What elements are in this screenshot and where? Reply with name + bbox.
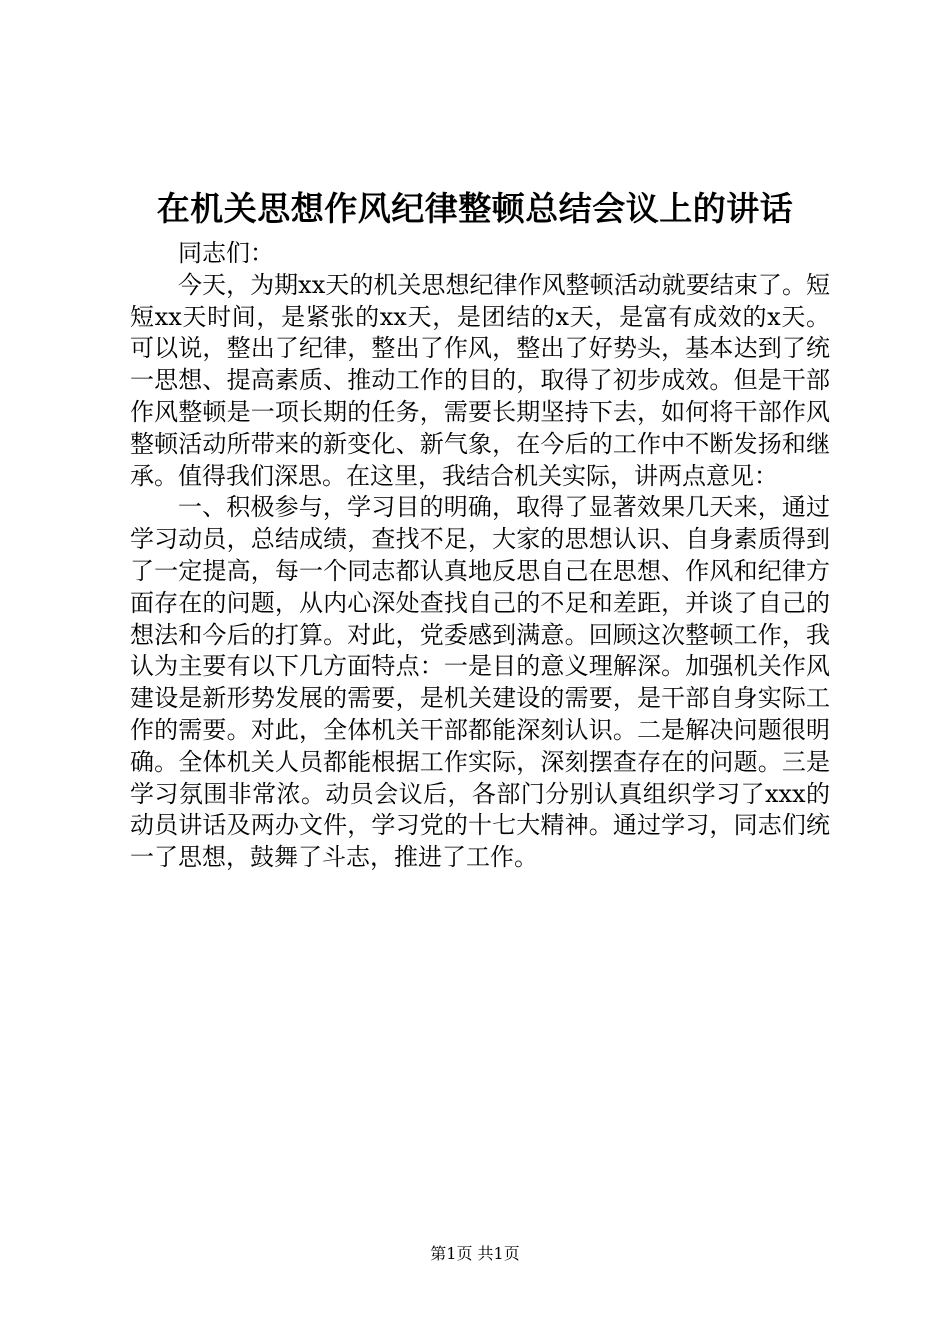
paragraph-point-one: 一、积极参与，学习目的明确，取得了显著效果几天来，通过学习动员，总结成绩，查找不足，大家的思想认识、自身素质得到了一定提高，每一个同志都认真地反思自己在思想、作风和纪律方面存在的问题，从内心深处查找自己的不足和差距，并谈了自己的想法和今后的打算。对此，党委感到满意。回顾这次整顿工作，我认为主要有以下几方面特点：一是目的意义理解深。加强机关作风建设是新形势发展的需要，是机关建设的需要，是干部自身实际工作的需要。对此，全体机关干部都能深刻认识。二是解决问题很明确。全体机关人员都能根据工作实际，深刻摆查存在的问题。三是学习氛围非常浓。动员会议后，各部门分别认真组织学习了xxx的动员讲话及两办文件，学习党的十七大精神。通过学习，同志们统一了思想，鼓舞了斗志，推进了工作。: [130, 493, 830, 872]
page-number-footer: 第1页 共1页: [430, 1244, 520, 1263]
document-title: 在机关思想作风纪律整顿总结会议上的讲话: [156, 189, 794, 228]
paragraph-intro: 今天，为期xx天的机关思想纪律作风整顿活动就要结束了。短短xx天时间，是紧张的xx天，是团结的x天，是富有成效的x天。可以说，整出了纪律，整出了作风，整出了好势头，基本达到了统一思想、提高素质、推动工作的目的，取得了初步成效。但是干部作风整顿是一项长期的任务，需要长期坚持下去，如何将干部作风整顿活动所带来的新变化、新气象，在今后的工作中不断发扬和继承。值得我们深思。在这里，我结合机关实际，讲两点意见：: [130, 270, 830, 490]
salutation: 同志们：: [178, 239, 274, 267]
document-body: [130, 238, 830, 874]
